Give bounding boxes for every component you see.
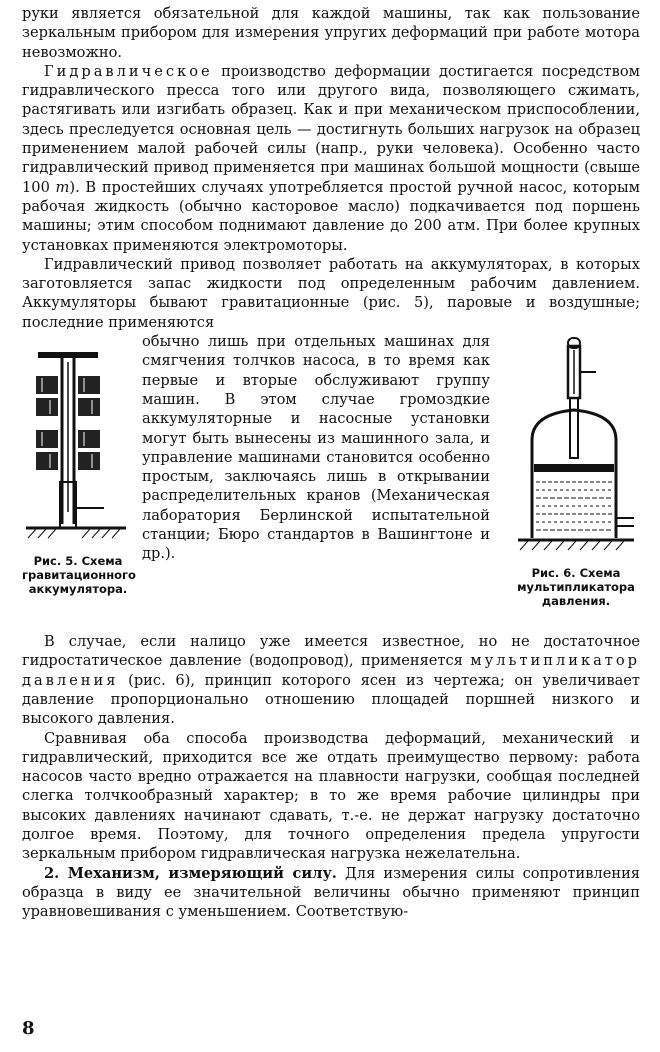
paragraph-2-body: производство деформации достигается посредством гидравлического пресса того или другого вида, позволяющего сжимать, растягивать или изгибать образец. Как и при механическом приспособлении, здесь преследуется основная цель — достигнуть больших нагрузок на образец применением малой рабочей силы (напр., руки человека). Особенно часто гидравлический привод применяется при машинах большой мощности (свыше 100 [22,62,640,196]
page-body [22,4,640,922]
paragraph-3: Гидравлический привод позволяет работать на аккумуляторах, в которых заготовляется запас жидкости под определенным рабочим давлением. Аккумуляторы бывают гравитационные (рис. 5), паровые и воздушные; последние применяются [22,255,640,331]
figure-6 [512,332,640,608]
spaced-term-hydraulic: Гидравлическое [44,62,213,80]
figure-6-caption: Рис. 6. Схема мультипликатора давления. [517,566,635,609]
middle-paragraph: обычно лишь при отдельных машинах для смягчения толчков насоса, в то время как первые и вторые обслуживают группу машин. В этом случае громоздкие аккумуляторные и насосные установки могут быть вынесены из машинного зала, и управление машинами становится особенно простым, заключаясь лишь в открывании распределительных кранов (Механическая лаборатория Берлинской испытательной станции; Бюро стандартов в Вашингтоне и др.). [142,333,490,563]
paragraph-6-body: Для измерения силы сопротивления образца в виду ее значительной величины обычно применяют принцип уравновешивания с уменьшением. Соответствую- [22,864,641,921]
figure-5 [22,332,134,596]
paragraph-4-start: В случае, если налицо уже имеется известное, но не достаточное гидростатическое давление (водопровод), применяется [22,633,640,670]
paragraph-2-end: ). В простейших случаях употребляется простой ручной насос, которым рабочая жидкость (обычно касторовое масло) подкачивается под поршень машины; этим способом поднимают давление до 200 атм. При более крупных установках применяются электромоторы. [22,178,640,254]
gravity-accumulator-diagram [22,332,134,552]
paragraph-1: руки является обязательной для каждой машины, так как пользование зеркальным прибором для измерения упругих деформаций при работе мотора невозможно. [22,5,640,61]
figures-block [22,332,640,632]
unit-ton: m [55,178,70,196]
pressure-multiplier-diagram [512,332,640,564]
figure-5-caption: Рис. 5. Схема гравитационного аккумулятора. [22,554,136,597]
paragraph-4-end: (рис. 6), принцип которого ясен из чертежа; он увеличивает давление пропорционально отношению площадей поршней низкого и высокого давления. [22,671,640,728]
page-number: 8 [22,1018,35,1039]
paragraph-5: Сравнивая оба способа производства деформаций, механический и гидравлический, приходится все же отдать преимущество первому: работа насосов часто вредно отражается на плавности нагрузки, сообщая последней слегка толчкообразный характер; в то же время рабочие цилиндры при высоких давлениях начинают сдавать, т.-е. не держат нагрузку достаточно долгое время. Поэтому, для точного определения предела упругости зеркальным прибором гидравлическая нагрузка нежелательна. [22,729,640,863]
paragraph-2 [22,62,640,255]
section-heading: 2. Механизм, измеряющий силу. [44,864,337,882]
paragraph-4 [22,632,640,728]
middle-column [142,332,490,564]
spaced-term-multiplier: мультипликатор давления [22,652,640,689]
paragraph-6 [22,864,640,922]
